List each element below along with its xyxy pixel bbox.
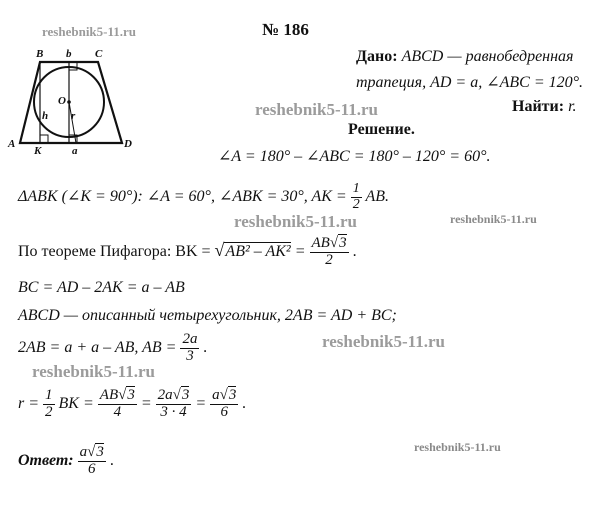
equals-sign: = (195, 394, 207, 412)
fraction-denominator: 3 · 4 (160, 403, 187, 420)
period: . (203, 338, 208, 356)
answer-line (18, 445, 114, 478)
fraction-r1 (43, 388, 55, 421)
label-a-side: a (72, 145, 78, 157)
fraction-numerator: a√3 (212, 387, 237, 403)
pythagoras-line (18, 236, 357, 269)
period: . (109, 451, 114, 469)
numerator-text: AB (99, 387, 119, 403)
triangle-line (18, 182, 389, 212)
fraction-r3 (156, 388, 192, 421)
numerator-text: a (212, 387, 220, 403)
watermark: reshebnik5-11.ru (234, 212, 357, 231)
fraction-denominator: 2 (45, 403, 53, 420)
fraction-r2 (98, 388, 137, 421)
watermark: reshebnik5-11.ru (42, 24, 137, 39)
fraction-denominator: 6 (87, 460, 96, 477)
find-value: r. (568, 98, 577, 115)
r-line (18, 388, 246, 421)
watermark: reshebnik5-11.ru (32, 362, 155, 381)
solution-heading: Решение. (348, 121, 415, 138)
equals-sign: = (140, 394, 152, 412)
fraction-r4 (210, 388, 238, 421)
fraction-bk (310, 236, 349, 269)
fraction-denominator: 3 (186, 347, 194, 364)
fraction-denominator: 4 (113, 403, 122, 420)
period: . (352, 242, 357, 260)
given-line-2: трапеция, AD = a, ∠ABC = 120°. (356, 74, 584, 91)
fraction-numerator: 2a√3 (157, 387, 190, 403)
label-b-vertex: B (36, 48, 44, 60)
find-label: Найти: (512, 98, 565, 115)
numerator-text: 2a (157, 387, 173, 403)
trapezoid-figure (0, 40, 150, 160)
watermark: reshebnik5-11.ru (414, 440, 501, 454)
angle-equation: ∠A = 180° – ∠ABC = 180° – 120° = 60°. (218, 148, 491, 165)
r-text: r = (18, 394, 40, 412)
answer-label: Ответ: (18, 451, 74, 469)
pythagoras-text: По теореме Пифагора: BK = (18, 242, 211, 260)
fraction-denominator: 2 (352, 196, 360, 212)
sqrt-content: 3 (339, 235, 347, 251)
problem-number: № 186 (262, 20, 309, 39)
fraction-numerator: 1 (45, 387, 53, 403)
given-line-1 (356, 48, 574, 66)
period: . (242, 394, 247, 412)
bc-equation: BC = AD – 2AK = a – AB (18, 279, 185, 296)
label-d-vertex: D (124, 138, 132, 150)
bk-text: BK = (58, 394, 94, 412)
watermark: reshebnik5-11.ru (322, 332, 445, 351)
ab-line (18, 332, 207, 365)
equals-sign: = (294, 242, 306, 260)
fraction-denominator: 6 (220, 403, 229, 420)
label-o-center: O (58, 95, 66, 107)
fraction-numerator: AB√3 (311, 235, 347, 251)
fraction-half (351, 182, 362, 212)
triangle-text: ΔABK (∠K = 90°): ∠A = 60°, ∠ABK = 30°, AK = (18, 187, 347, 205)
watermark: reshebnik5-11.ru (255, 100, 378, 119)
label-a-vertex: A (8, 138, 16, 150)
label-b-side: b (66, 48, 72, 60)
find-line (512, 98, 577, 116)
inscribed-line: ABCD — описанный четырехугольник, 2AB = AD + BC; (18, 307, 397, 324)
sqrt-content: 3 (228, 387, 237, 403)
sqrt-content: AB² – AK² (225, 242, 291, 260)
fraction-numerator: AB√3 (99, 387, 135, 403)
label-c-vertex: C (95, 48, 103, 60)
fraction-numerator: a√3 (79, 444, 104, 460)
fraction-numerator: 2a (182, 331, 198, 347)
given-label: Дано: (356, 48, 398, 65)
label-r: r (71, 110, 76, 122)
numerator-text: AB (311, 235, 330, 251)
triangle-text-end: AB. (365, 187, 389, 205)
sqrt-content: 3 (127, 387, 135, 403)
label-h: h (42, 110, 49, 122)
numerator-text: a (79, 444, 88, 460)
fraction-ab (180, 332, 199, 365)
watermark: reshebnik5-11.ru (450, 212, 537, 226)
fraction-denominator: 2 (325, 251, 333, 268)
label-k: K (34, 145, 42, 157)
fraction-numerator: 1 (352, 181, 360, 196)
fraction-answer (78, 445, 106, 478)
sqrt-content: 3 (96, 444, 104, 460)
pythagoras-sqrt: √AB² – AK² (214, 239, 291, 260)
given-text-1: ABCD — равнобедренная (401, 48, 574, 65)
ab-text: 2AB = a + a – AB, AB = (18, 338, 177, 356)
sqrt-content: 3 (181, 387, 190, 403)
